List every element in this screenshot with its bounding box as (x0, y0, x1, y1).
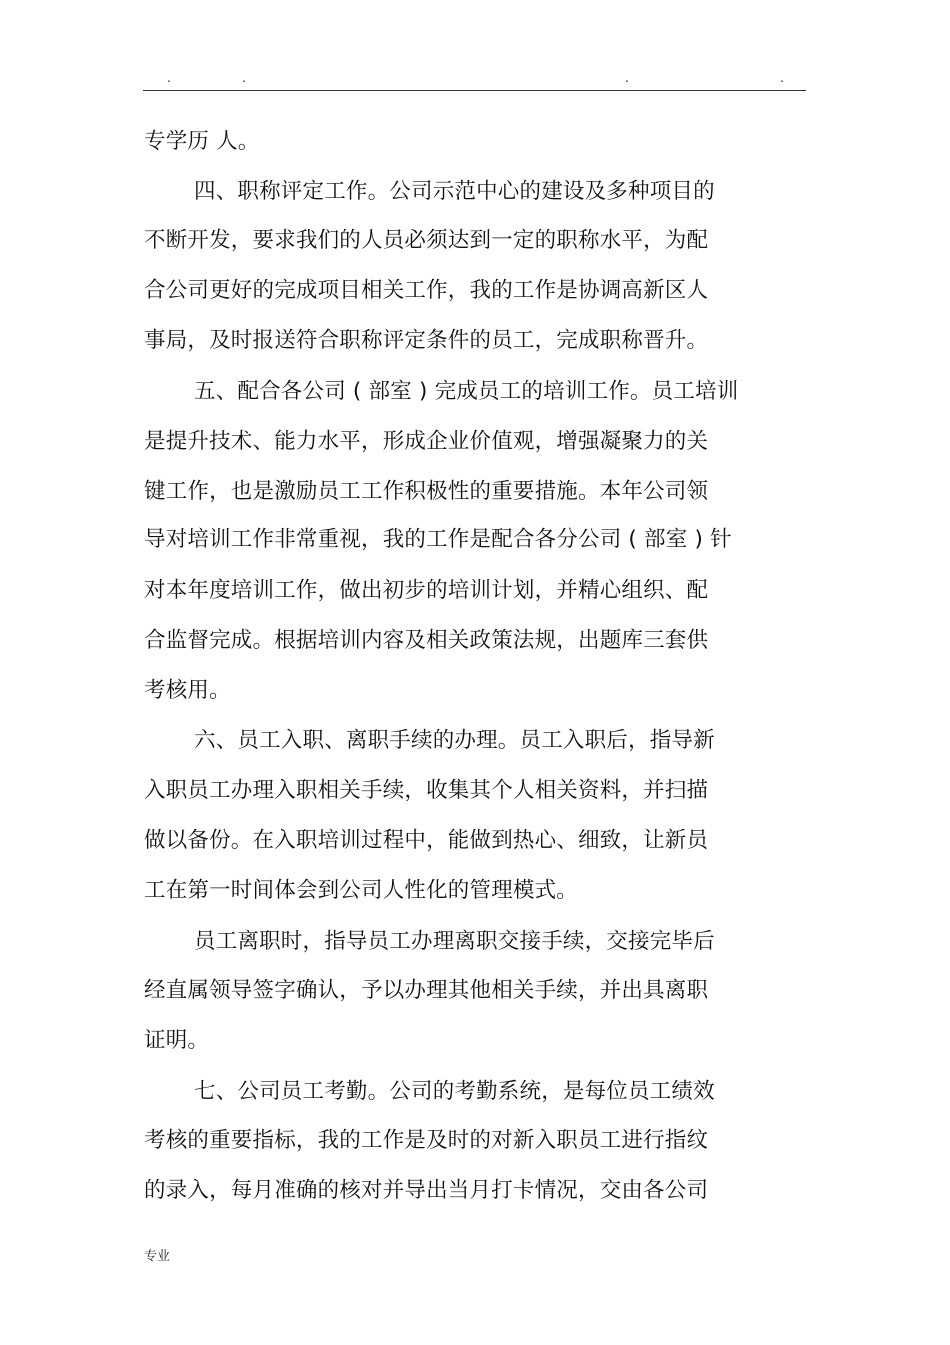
text-line: 事局，及时报送符合职称评定条件的员工，完成职称晋升。 (144, 328, 709, 353)
text-line: 对本年度培训工作，做出初步的培训计划，并精心组织、配 (144, 578, 709, 603)
text-line: 七、公司员工考勤。公司的考勤系统，是每位员工绩效 (194, 1079, 715, 1104)
text-line: 导对培训工作非常重视，我的工作是配合各分公司 ( 部室 ) 针 (144, 527, 732, 552)
text-line: 键工作，也是激励员工工作积极性的重要措施。本年公司领 (144, 479, 709, 504)
text-line: 合公司更好的完成项目相关工作，我的工作是协调高新区人 (144, 278, 709, 303)
text-line: 六、员工入职、离职手续的办理。员工入职后，指导新 (194, 728, 715, 753)
text-line: 专学历 人。 (144, 129, 260, 154)
header-dot: . (242, 71, 246, 85)
text-line: 做以备份。在入职培训过程中，能做到热心、细致，让新员 (144, 828, 709, 853)
text-line: 的录入，每月准确的核对并导出当月打卡情况，交由各公司 (144, 1178, 709, 1203)
text-line: 四、职称评定工作。公司示范中心的建设及多种项目的 (194, 179, 715, 204)
text-line: 工在第一时间体会到公司人性化的管理模式。 (144, 878, 579, 903)
text-line: 考核用。 (144, 678, 231, 703)
text-line: 合监督完成。根据培训内容及相关政策法规，出题库三套供 (144, 628, 709, 653)
text-line: 不断开发，要求我们的人员必须达到一定的职称水平，为配 (144, 228, 709, 253)
text-line: 五、配合各公司 ( 部室 ) 完成员工的培训工作。员工培训 (194, 379, 739, 404)
header-dot: . (625, 71, 629, 85)
header-dot: . (167, 71, 171, 85)
text-line: 考核的重要指标，我的工作是及时的对新入职员工进行指纹 (144, 1128, 709, 1153)
page-footer: 专业 (144, 1249, 171, 1264)
header-dot: . (780, 71, 784, 85)
text-line: 经直属领导签字确认，予以办理其他相关手续，并出具离职 (144, 978, 709, 1003)
text-line: 入职员工办理入职相关手续，收集其个人相关资料，并扫描 (144, 778, 709, 803)
text-line: 证明。 (144, 1028, 210, 1053)
text-line: 员工离职时，指导员工办理离职交接手续，交接完毕后 (194, 929, 715, 954)
text-line: 是提升技术、能力水平，形成企业价值观，增强凝聚力的关 (144, 429, 709, 454)
